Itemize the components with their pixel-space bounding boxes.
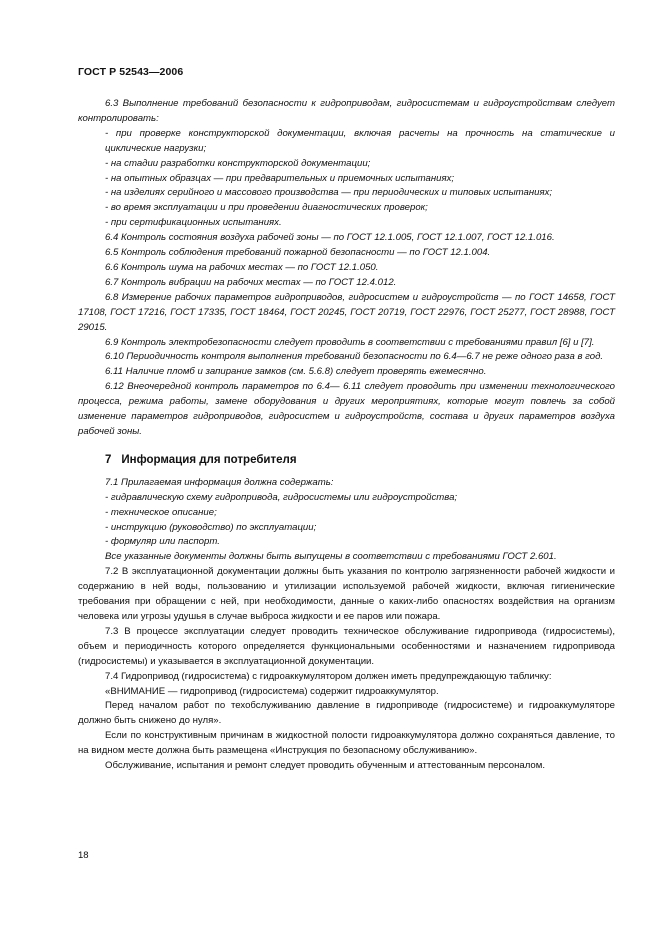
paragraph-6-6: 6.6 Контроль шума на рабочих местах — по ГОСТ 12.1.050. (105, 261, 379, 273)
paragraph-7-2: 7.2 В эксплуатационной документации должны быть указания по контролю загрязненности рабочей жидкости и содержанию в ней воды, пользованию и утилизации используемой рабочей жидкости, включая гигиенические требования при обращении с ней, при необходимости, данные о каких-либо опасностях воздействия на организм человека или угрозы удушья в случае выброса жидкости и ее паров или пожара. (78, 566, 615, 622)
warning-text: «ВНИМАНИЕ — гидропривод (гидросистема) содержит гидроаккумулятор. (105, 685, 439, 697)
paragraph-6-5: 6.5 Контроль соблюдения требований пожарной безопасности — по ГОСТ 12.1.004. (105, 247, 491, 259)
page-number: 18 (78, 850, 89, 861)
list-item: - во время эксплуатации и при проведении диагностических проверок; (105, 202, 428, 214)
page-body (78, 97, 615, 774)
paragraph-6-4: 6.4 Контроль состояния воздуха рабочей зоны — по ГОСТ 12.1.005, ГОСТ 12.1.007, ГОСТ 12.1.016. (105, 232, 555, 244)
list-item: - техническое описание; (105, 506, 217, 518)
section-heading (78, 452, 615, 468)
list-item: - при проверке конструкторской документации, включая расчеты на прочность на статические и циклические нагрузки; (105, 127, 615, 154)
paragraph-7-3: 7.3 В процессе эксплуатации следует проводить техническое обслуживание гидропривода (гидросистемы), объем и периодичность которого определяется функциональными особенностями и назначением гидропривода (гидросистемы) и указывается в эксплуатационной документации. (78, 625, 615, 667)
list-item: - гидравлическую схему гидропривода, гидросистемы или гидроустройства; (105, 491, 458, 503)
paragraph-6-8: 6.8 Измерение рабочих параметров гидроприводов, гидросистем и гидроустройств — по ГОСТ 14658, ГОСТ 17108, ГОСТ 17216, ГОСТ 17335, ГОСТ 18464, ГОСТ 20245, ГОСТ 20719, ГОСТ 22976, ГОСТ 25277, ГОСТ 28988, ГОСТ 29015. (78, 291, 615, 333)
paragraph-6-9: 6.9 Контроль электробезопасности следует проводить в соответствии с требованиями правил [6] и [7]. (105, 336, 595, 348)
list-item: - на стадии разработки конструкторской документации; (105, 157, 371, 169)
paragraph-7-4: 7.4 Гидропривод (гидросистема) с гидроаккумулятором должен иметь предупреждающую табличку: (105, 670, 552, 682)
paragraph-7-1-note: Все указанные документы должны быть выпущены в соответствии с требованиями ГОСТ 2.601. (105, 551, 557, 563)
section-number: 7 (105, 453, 112, 466)
warning-text-continued: Перед началом работ по техобслуживанию давление в гидроприводе (гидросистеме) и гидроаккумуляторе должно быть снижено до нуля». (78, 700, 615, 727)
paragraph-7-1: 7.1 Прилагаемая информация должна содержать: (105, 476, 334, 488)
paragraph-6-10: 6.10 Периодичность контроля выполнения требований безопасности по 6.4—6.7 не реже одного раза в год. (105, 351, 604, 363)
section-title: Информация для потребителя (121, 453, 297, 466)
list-item: - при сертификационных испытаниях. (105, 217, 282, 229)
list-item: - на опытных образцах — при предварительных и приемочных испытаниях; (105, 172, 455, 184)
document-header: ГОСТ Р 52543—2006 (78, 66, 184, 78)
list-item: - на изделиях серийного и массового производства — при периодических и типовых испытаниях; (105, 187, 553, 199)
list-item: - формуляр или паспорт. (105, 536, 220, 548)
paragraph-6-11: 6.11 Наличие пломб и запирание замков (см. 5.6.8) следует проверять ежемесячно. (105, 366, 487, 378)
paragraph-7-4-service: Обслуживание, испытания и ремонт следует проводить обученным и аттестованным персоналом. (105, 760, 546, 772)
paragraph-6-3: 6.3 Выполнение требований безопасности к гидроприводам, гидросистемам и гидроустройствам следует контролировать: (78, 98, 615, 124)
paragraph-7-4-pressure: Если по конструктивным причинам в жидкостной полости гидроаккумулятора должно сохраняться давление, то на видном месте должна быть размещена «Инструкция по безопасному обслуживанию». (78, 730, 615, 757)
list-item: - инструкцию (руководство) по эксплуатации; (105, 521, 317, 533)
paragraph-6-7: 6.7 Контроль вибрации на рабочих местах — по ГОСТ 12.4.012. (105, 276, 397, 288)
paragraph-6-12: 6.12 Внеочередной контроль параметров по 6.4— 6.11 следует проводить при изменении технологического процесса, режима работы, замене оборудования и других мероприятиях, которые могут повлечь за собой изменение параметров гидроприводов, гидросистем и гидроустройств, состава и других параметров воздуха рабочей зоны. (78, 381, 615, 437)
